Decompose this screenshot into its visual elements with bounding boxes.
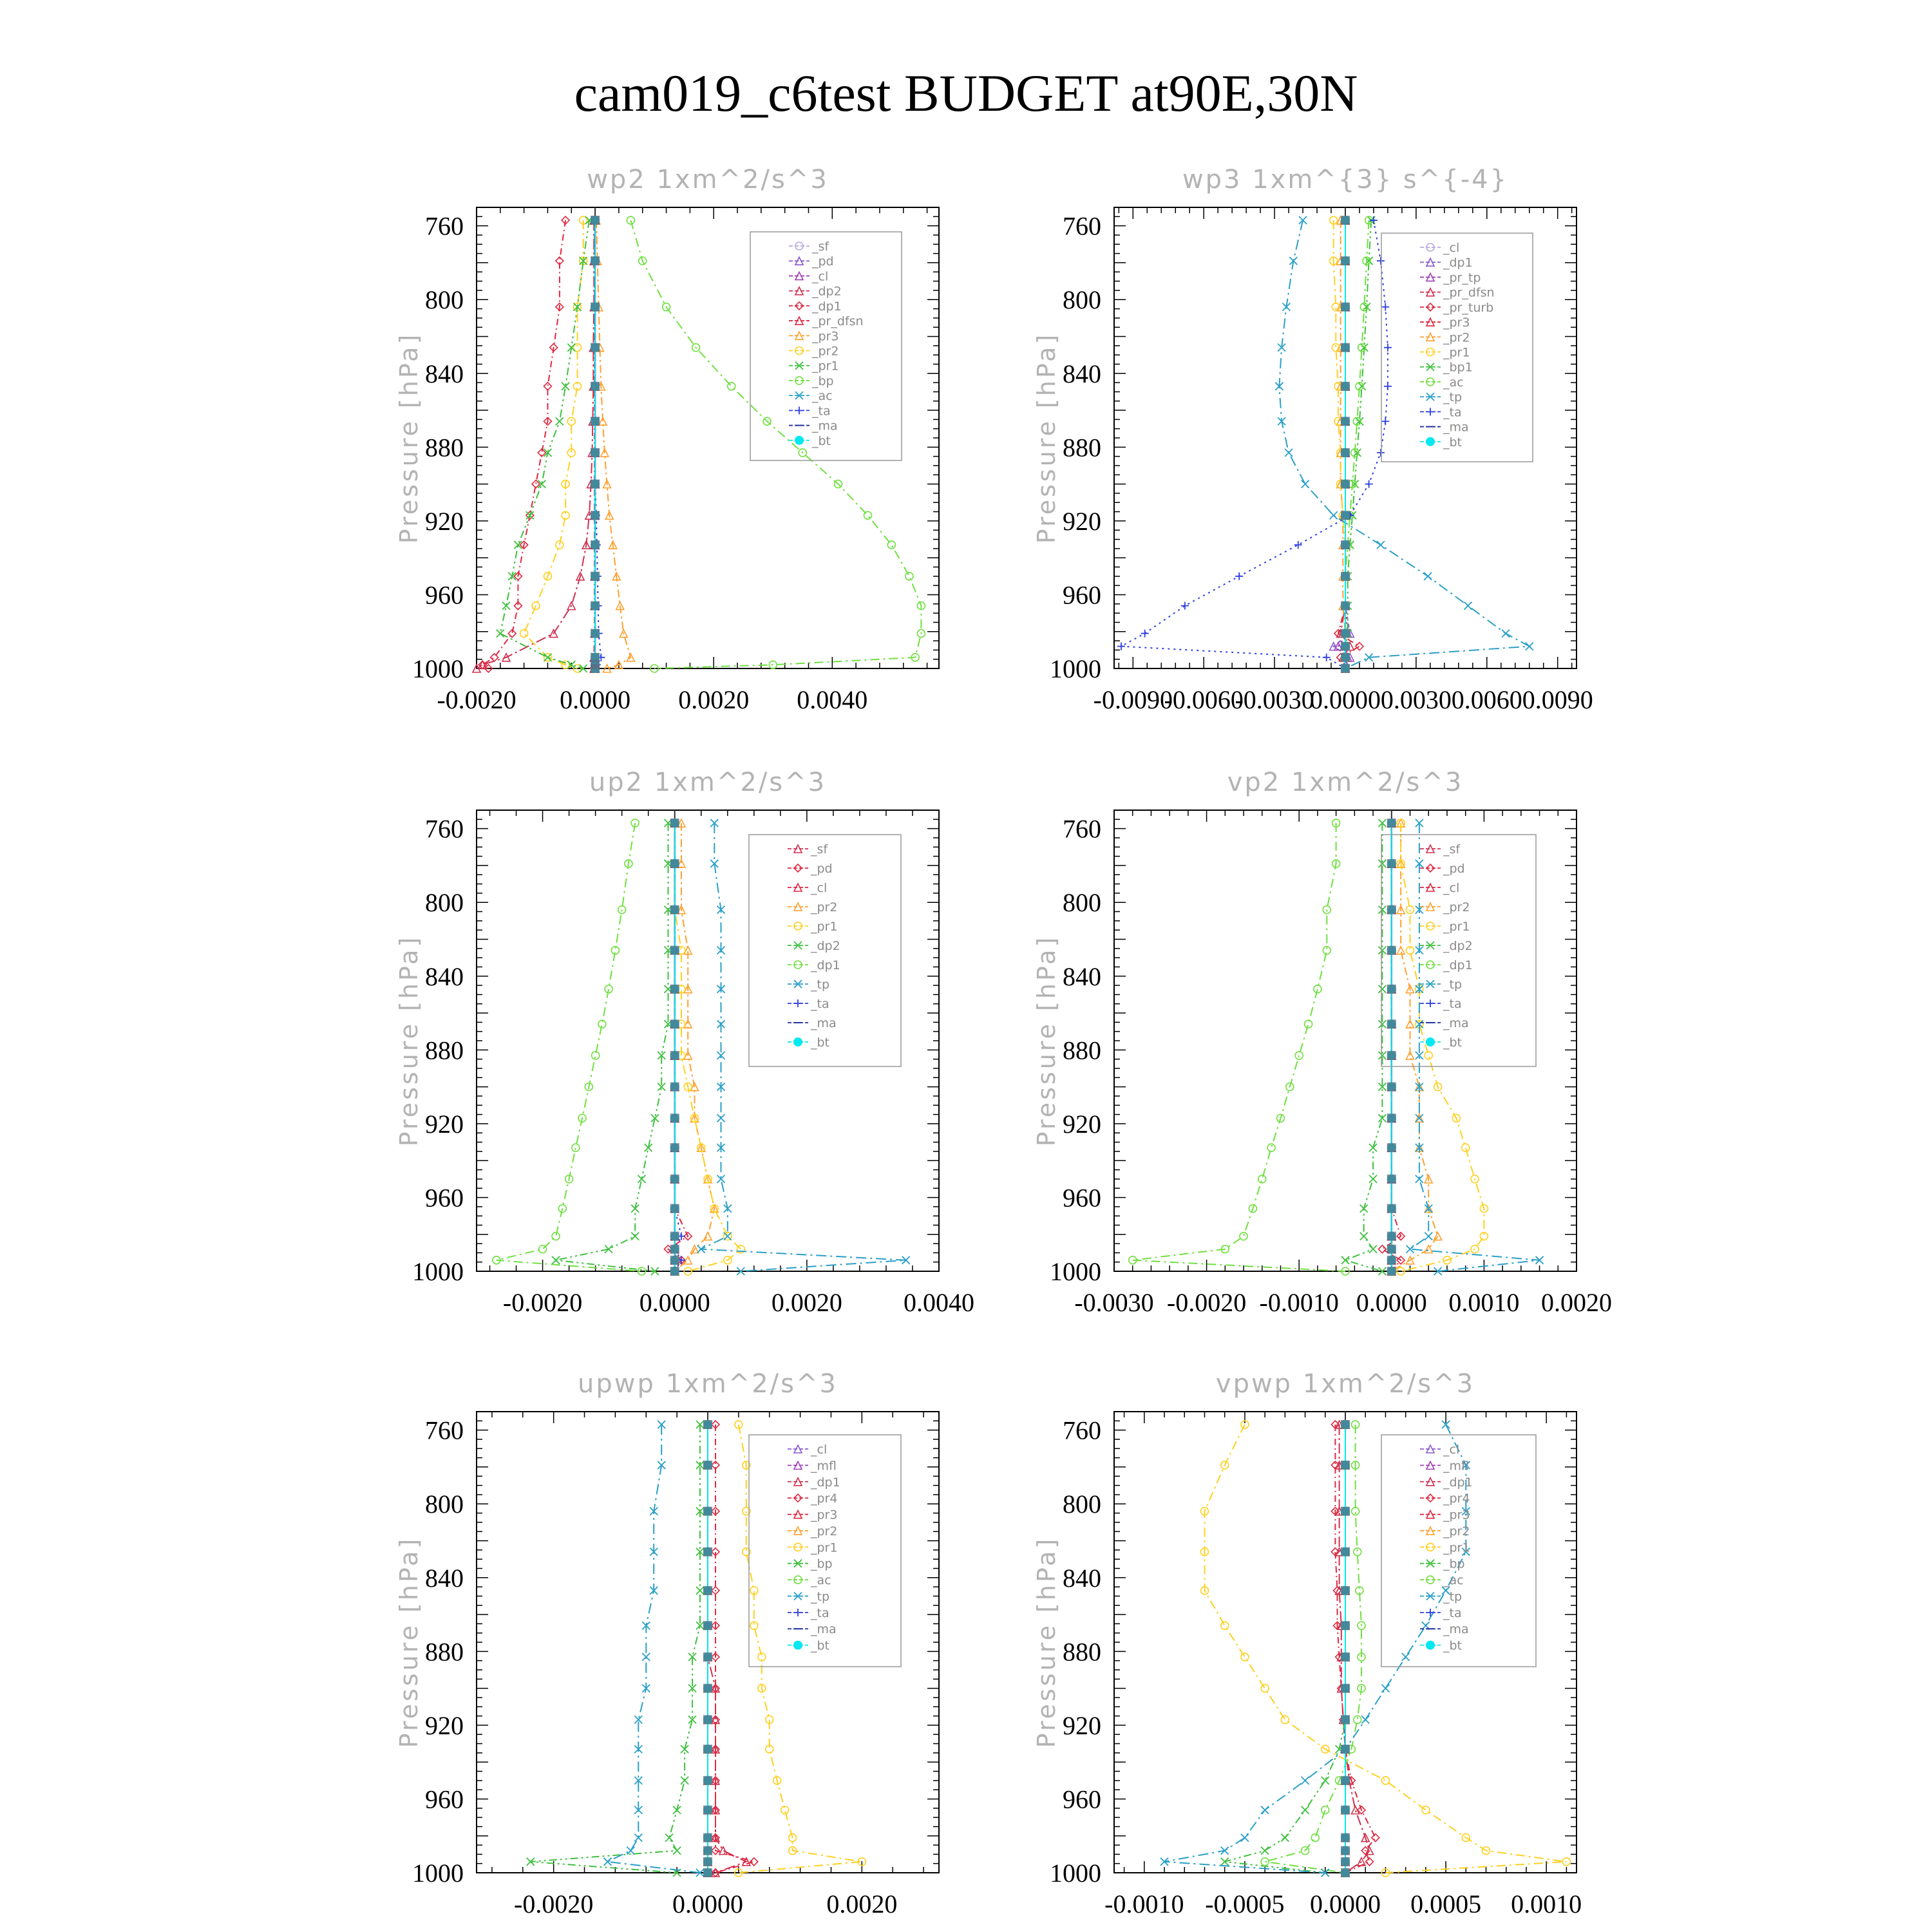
legend-label: _bp	[812, 374, 834, 388]
legend-marker	[793, 1641, 802, 1650]
zero-marker	[591, 601, 600, 611]
x-tick-label: -0.0020	[437, 685, 516, 714]
legend-label: _sf	[812, 240, 829, 254]
legend-label: _ma	[1443, 1016, 1469, 1030]
zero-marker	[1341, 480, 1350, 489]
y-axis-label: Pressure [hPa]	[1032, 332, 1061, 544]
x-tick-label: -0.0030	[1235, 685, 1314, 714]
x-tick-label: -0.0020	[502, 1288, 583, 1317]
zero-marker	[703, 1857, 712, 1866]
zero-marker	[1387, 1267, 1396, 1276]
x-tick-label: -0.0060	[1164, 685, 1244, 714]
y-axis-label: Pressure [hPa]	[395, 332, 423, 544]
x-tick-label: 0.0090	[1522, 685, 1593, 714]
legend-label: _tp	[1443, 390, 1463, 405]
zero-marker	[1387, 1175, 1396, 1184]
zero-marker	[591, 382, 600, 391]
legend-label: _pr4	[811, 1492, 838, 1506]
zero-marker	[591, 256, 600, 265]
zero-marker	[1387, 905, 1396, 914]
zero-marker	[703, 1806, 712, 1815]
y-tick-label: 880	[1063, 433, 1101, 462]
legend-label: _cl	[1443, 241, 1460, 255]
legend-label: _ta	[1443, 997, 1462, 1011]
zero-marker	[670, 1204, 679, 1213]
legend-label: _mfl	[811, 1459, 837, 1473]
x-tick-label: -0.0030	[1074, 1288, 1154, 1317]
zero-marker	[1341, 1621, 1350, 1630]
zero-marker	[1341, 572, 1350, 581]
legend-label: _pr2	[1443, 900, 1470, 914]
legend-label: _bp	[1443, 1557, 1465, 1571]
x-tick-label: 0.0020	[678, 685, 750, 714]
zero-marker	[1387, 1232, 1396, 1241]
zero-marker	[1341, 343, 1350, 352]
y-tick-label: 800	[1063, 888, 1101, 918]
zero-marker	[670, 1232, 679, 1241]
x-tick-label: -0.0010	[1259, 1288, 1339, 1317]
y-tick-label: 800	[1063, 285, 1101, 315]
legend-label: _pr_tp	[1443, 270, 1481, 285]
zero-marker	[1341, 1420, 1350, 1429]
x-tick-label: 0.0020	[771, 1288, 842, 1317]
zero-marker	[1341, 382, 1350, 391]
legend-label: _dp1	[811, 958, 840, 972]
zero-marker	[1341, 417, 1350, 426]
y-tick-label: 840	[425, 961, 464, 991]
y-tick-label: 1000	[412, 1257, 464, 1286]
y-tick-label: 840	[1063, 359, 1101, 388]
legend-label: _pr4	[1443, 1492, 1470, 1506]
panel-title: upwp 1xm^2/s^3	[578, 1369, 838, 1399]
zero-marker	[670, 1113, 679, 1122]
legend-label: _ma	[1443, 1622, 1469, 1637]
zero-marker	[703, 1461, 712, 1470]
legend-label: _ac	[812, 389, 833, 404]
zero-marker	[670, 985, 679, 994]
legend-label: _ma	[811, 1622, 837, 1637]
legend-label: _tp	[1443, 978, 1463, 992]
zero-marker	[591, 572, 600, 581]
panel-title: up2 1xm^2/s^3	[589, 768, 827, 797]
y-axis-label: Pressure [hPa]	[395, 934, 423, 1147]
zero-marker	[1387, 1245, 1396, 1254]
zero-marker	[1341, 1833, 1350, 1842]
zero-marker	[670, 819, 679, 828]
zero-marker	[591, 540, 600, 549]
zero-marker	[1387, 1143, 1396, 1152]
zero-marker	[670, 946, 679, 955]
legend-label: _bt	[1443, 435, 1463, 450]
zero-marker	[703, 1868, 712, 1877]
legend-label: _tp	[811, 1589, 830, 1604]
zero-marker	[591, 511, 600, 520]
legend-label: _cl	[1443, 881, 1460, 895]
legend-label: _pr1	[811, 1540, 838, 1555]
y-tick-label: 840	[1063, 1563, 1101, 1593]
zero-marker	[1387, 819, 1396, 828]
zero-marker	[703, 1653, 712, 1662]
legend-label: _sf	[811, 842, 828, 857]
legend-label: _pr_dfsn	[812, 314, 864, 329]
panel-title: wp2 1xm^2/s^3	[587, 165, 829, 194]
zero-marker	[1341, 601, 1350, 611]
legend-label: _pr1	[1443, 1540, 1470, 1555]
y-tick-label: 880	[1063, 1036, 1101, 1065]
legend-label: _cl	[811, 881, 828, 895]
x-tick-label: 0.0000	[672, 1889, 743, 1918]
legend-label: _ta	[1443, 405, 1462, 420]
zero-marker	[1341, 629, 1350, 638]
y-axis-label: Pressure [hPa]	[395, 1536, 423, 1748]
x-tick-label: 0.0000	[560, 685, 631, 714]
zero-marker	[1341, 1776, 1350, 1785]
zero-marker	[670, 1256, 679, 1265]
legend-label: _ta	[811, 997, 829, 1011]
zero-marker	[670, 1143, 679, 1152]
y-tick-label: 920	[1063, 506, 1101, 536]
legend-label: _pd	[812, 254, 834, 269]
legend-marker	[1426, 1037, 1435, 1046]
legend-label: _ac	[811, 1573, 831, 1588]
legend-label: _ac	[1443, 375, 1464, 390]
legend-label: _pr2	[812, 344, 839, 359]
legend-label: _dp1	[812, 299, 842, 314]
zero-marker	[1387, 1051, 1396, 1060]
zero-marker	[1341, 1715, 1350, 1724]
legend-marker	[793, 1037, 802, 1046]
x-tick-label: -0.0010	[1104, 1889, 1184, 1918]
zero-marker	[1341, 1684, 1350, 1693]
zero-marker	[1387, 1019, 1396, 1028]
legend-label: _ta	[811, 1605, 829, 1620]
zero-marker	[670, 1051, 679, 1060]
zero-marker	[703, 1507, 712, 1516]
y-tick-label: 760	[1063, 814, 1101, 844]
legend-label: _cl	[812, 269, 829, 284]
zero-marker	[670, 905, 679, 914]
legend-label: _pd	[811, 862, 833, 876]
legend-label: _dp1	[1443, 1475, 1473, 1490]
panel-title: vpwp 1xm^2/s^3	[1215, 1369, 1475, 1399]
y-tick-label: 920	[1063, 1109, 1101, 1139]
zero-marker	[1341, 1806, 1350, 1815]
legend-label: _pr2	[1443, 330, 1470, 345]
y-tick-label: 960	[425, 1183, 464, 1213]
zero-marker	[703, 1846, 712, 1855]
zero-marker	[670, 859, 679, 868]
legend-label: _pr3	[1443, 316, 1470, 330]
zero-marker	[1341, 653, 1350, 662]
y-tick-label: 800	[425, 1490, 464, 1519]
y-axis-label: Pressure [hPa]	[1032, 934, 1061, 1147]
x-tick-label: 0.0010	[1511, 1889, 1582, 1918]
x-tick-label: 0.0040	[904, 1288, 974, 1317]
zero-marker	[1341, 216, 1350, 225]
zero-marker	[1341, 664, 1350, 673]
panel-title: vp2 1xm^2/s^3	[1227, 768, 1464, 797]
zero-marker	[1387, 1204, 1396, 1213]
legend-label: _cl	[1443, 1443, 1460, 1457]
zero-marker	[670, 1083, 679, 1092]
legend-label: _pr1	[811, 920, 838, 934]
zero-marker	[591, 664, 600, 673]
legend-label: _sf	[1443, 842, 1461, 857]
zero-marker	[591, 480, 600, 489]
legend-label: _bt	[1443, 1638, 1463, 1653]
zero-marker	[703, 1715, 712, 1724]
legend-marker	[1426, 1641, 1435, 1650]
y-tick-label: 800	[425, 285, 464, 315]
legend-label: _ta	[812, 404, 831, 419]
zero-marker	[1341, 540, 1350, 549]
legend-label: _ac	[1443, 1573, 1464, 1588]
legend-label: _bp1	[1443, 360, 1473, 375]
y-tick-label: 960	[425, 1785, 464, 1814]
legend-label: _ma	[811, 1016, 837, 1030]
zero-marker	[670, 1245, 679, 1254]
zero-marker	[670, 1267, 679, 1276]
y-tick-label: 760	[425, 1416, 464, 1445]
y-tick-label: 1000	[412, 654, 464, 683]
legend-label: _pr1	[812, 359, 839, 374]
legend-label: _pr2	[811, 900, 838, 914]
y-tick-label: 1000	[1050, 1257, 1101, 1286]
zero-marker	[1341, 256, 1350, 265]
legend-label: _pr_turb	[1443, 300, 1494, 315]
x-tick-label: 0.0000	[1310, 685, 1381, 714]
zero-marker	[1387, 1083, 1396, 1092]
legend-label: _dp2	[811, 939, 840, 953]
legend-label: _pr1	[1443, 345, 1470, 360]
y-tick-label: 880	[425, 433, 464, 462]
zero-marker	[591, 303, 600, 312]
zero-marker	[1341, 1857, 1350, 1866]
y-tick-label: 1000	[1050, 1859, 1101, 1888]
zero-marker	[670, 1175, 679, 1184]
zero-marker	[703, 1745, 712, 1754]
legend-label: _ma	[812, 419, 838, 433]
zero-marker	[591, 629, 600, 638]
y-tick-label: 960	[1063, 1183, 1101, 1213]
legend-label: _pr3	[1443, 1508, 1470, 1522]
zero-marker	[703, 1420, 712, 1429]
legend-label: _bt	[811, 1036, 830, 1050]
zero-marker	[1341, 1548, 1350, 1557]
legend-label: _dp1	[811, 1475, 840, 1490]
figure-title: cam019_c6test BUDGET at90E,30N	[574, 64, 1358, 122]
legend-label: _bt	[1443, 1036, 1463, 1050]
panel-title: wp3 1xm^{3} s^{-4}	[1182, 165, 1509, 194]
legend-label: _dp1	[1443, 256, 1473, 270]
y-tick-label: 1000	[1050, 654, 1101, 683]
zero-marker	[1341, 1745, 1350, 1754]
y-axis-label: Pressure [hPa]	[1032, 1536, 1061, 1748]
zero-marker	[1341, 1586, 1350, 1595]
legend-label: _pr3	[812, 329, 839, 344]
legend-label: _tp	[1443, 1589, 1463, 1604]
x-tick-label: -0.0005	[1205, 1889, 1285, 1918]
x-tick-label: -0.0020	[1166, 1288, 1247, 1317]
zero-marker	[1341, 303, 1350, 312]
x-tick-label: 0.0000	[1310, 1889, 1381, 1918]
y-tick-label: 960	[425, 580, 464, 610]
x-tick-label: 0.0000	[639, 1288, 710, 1317]
zero-marker	[591, 343, 600, 352]
zero-marker	[591, 448, 600, 457]
zero-marker	[670, 1019, 679, 1028]
zero-marker	[1387, 985, 1396, 994]
legend-label: _pr3	[811, 1508, 838, 1522]
zero-marker	[1341, 1846, 1350, 1855]
x-tick-label: -0.0020	[514, 1889, 594, 1918]
zero-marker	[1341, 1868, 1350, 1877]
y-tick-label: 760	[1063, 211, 1101, 241]
y-tick-label: 880	[1063, 1637, 1101, 1667]
x-tick-label: 0.0005	[1410, 1889, 1482, 1918]
y-tick-label: 960	[1063, 580, 1101, 610]
legend-label: _dp1	[1443, 958, 1473, 972]
zero-marker	[1387, 1256, 1396, 1265]
y-tick-label: 840	[425, 359, 464, 388]
zero-marker	[1341, 1507, 1350, 1516]
legend-marker	[1426, 437, 1435, 446]
x-tick-label: 0.0060	[1451, 685, 1522, 714]
zero-marker	[1341, 511, 1350, 520]
legend-label: _pr1	[1443, 920, 1470, 934]
x-tick-label: 0.0000	[1356, 1288, 1427, 1317]
x-tick-label: 0.0020	[826, 1889, 898, 1918]
legend-label: _bt	[811, 1638, 830, 1653]
zero-marker	[703, 1833, 712, 1842]
legend-label: _bp	[811, 1557, 833, 1571]
x-tick-label: 0.0020	[1541, 1288, 1612, 1317]
legend-label: _ma	[1443, 420, 1469, 435]
zero-marker	[1387, 1113, 1396, 1122]
zero-marker	[591, 417, 600, 426]
legend-label: _dp2	[812, 284, 842, 299]
y-tick-label: 760	[1063, 1416, 1101, 1445]
y-tick-label: 760	[425, 211, 464, 241]
legend-label: _pr_dfsn	[1443, 285, 1495, 300]
y-tick-label: 840	[1063, 961, 1101, 991]
y-tick-label: 760	[425, 814, 464, 844]
zero-marker	[1341, 1461, 1350, 1470]
y-tick-label: 920	[425, 506, 464, 536]
y-tick-label: 920	[425, 1109, 464, 1139]
legend-label: _pd	[1443, 862, 1465, 876]
zero-marker	[1387, 946, 1396, 955]
legend-marker	[795, 436, 804, 445]
legend-label: _mfl	[1443, 1459, 1469, 1473]
y-tick-label: 800	[1063, 1490, 1101, 1519]
y-tick-label: 920	[425, 1710, 464, 1740]
legend-label: _pr2	[1443, 1524, 1470, 1539]
zero-marker	[703, 1684, 712, 1693]
x-tick-label: 0.0010	[1448, 1288, 1520, 1317]
y-tick-label: 840	[425, 1563, 464, 1593]
y-tick-label: 800	[425, 888, 464, 918]
legend-label: _dp2	[1443, 939, 1473, 953]
y-tick-label: 920	[1063, 1710, 1101, 1740]
x-tick-label: -0.0090	[1093, 685, 1173, 714]
zero-marker	[703, 1548, 712, 1557]
legend-label: _bt	[812, 433, 831, 448]
zero-marker	[1341, 448, 1350, 457]
legend-label: _ta	[1443, 1605, 1462, 1620]
zero-marker	[1387, 859, 1396, 868]
x-tick-label: 0.0040	[797, 685, 868, 714]
zero-marker	[703, 1586, 712, 1595]
y-tick-label: 1000	[412, 1859, 464, 1888]
y-tick-label: 880	[425, 1637, 464, 1667]
zero-marker	[1341, 642, 1350, 651]
legend-label: _pr2	[811, 1524, 838, 1539]
y-tick-label: 880	[425, 1036, 464, 1065]
zero-marker	[703, 1621, 712, 1630]
zero-marker	[591, 216, 600, 225]
zero-marker	[703, 1776, 712, 1785]
legend-label: _cl	[811, 1443, 828, 1457]
legend-label: _tp	[811, 978, 830, 992]
x-tick-label: 0.0030	[1380, 685, 1452, 714]
y-tick-label: 960	[1063, 1785, 1101, 1814]
zero-marker	[1341, 1653, 1350, 1662]
